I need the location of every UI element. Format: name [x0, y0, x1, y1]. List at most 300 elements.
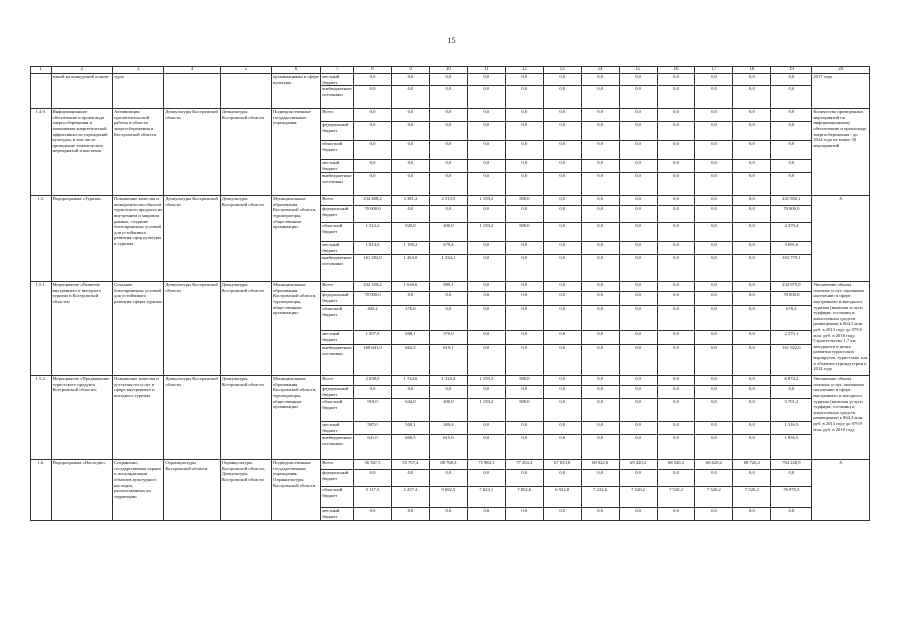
funding-value: 0,0: [619, 122, 657, 141]
funding-value: 0,0: [695, 196, 733, 206]
funding-value: 55 707,4: [391, 460, 429, 470]
funding-value: 0,0: [733, 122, 771, 141]
funding-value: 7 520,2: [695, 487, 733, 508]
funding-value: 0,0: [543, 141, 581, 160]
funding-value: 0,0: [505, 292, 543, 306]
funding-value: 276,0: [391, 306, 429, 331]
funding-value: 0,0: [733, 331, 771, 345]
funding-value: 0,0: [695, 109, 733, 122]
funding-value: 161 922,6: [771, 345, 812, 376]
funding-value: 0,0: [543, 242, 581, 255]
funding-value: 7 520,2: [619, 487, 657, 508]
funding-value: 2 257,4: [391, 487, 429, 508]
funding-value: 0,0: [429, 74, 467, 86]
funding-value: 0,0: [467, 331, 505, 345]
column-number: 17: [695, 67, 733, 74]
funding-value: 0,0: [505, 160, 543, 173]
item-name: Мероприятие «Продвижение туристского продукта Костромской области»: [51, 376, 113, 460]
funding-value: 0,0: [695, 255, 733, 282]
funding-value: 0,0: [467, 122, 505, 141]
funding-value: 0,0: [619, 255, 657, 282]
funding-value: 0,0: [429, 306, 467, 331]
column-number: 2: [51, 67, 113, 74]
item-name: Информационное обеспечение и пропаганда энергосбережения и повышения энергетической эффективности учреждений культуры, в том числе проведение тематических мероприятий и выставок: [51, 109, 113, 196]
expected-result: X: [812, 460, 870, 521]
funding-value: 0,0: [581, 242, 619, 255]
funding-value: 0,0: [733, 435, 771, 460]
funding-value: 0,0: [657, 173, 695, 196]
co-executor: Депкультуры Костромской области: [220, 109, 271, 196]
funding-value: 0,0: [657, 386, 695, 399]
funding-value: 0,0: [354, 74, 392, 86]
funding-value: 7 520,2: [733, 487, 771, 508]
funding-value: 0,0: [619, 74, 657, 86]
funding-value: 0,0: [771, 386, 812, 399]
funding-source: местный бюджет: [321, 242, 354, 255]
funding-source: областной бюджет: [321, 399, 354, 422]
item-number: 1.6.: [31, 460, 52, 521]
funding-source: местный бюджет: [321, 422, 354, 435]
funds-recipient: организациями в сфере культуры: [272, 74, 321, 109]
funding-value: 75 984,1: [467, 460, 505, 470]
column-number: 3: [113, 67, 164, 74]
item-number: [31, 74, 52, 109]
funding-value: 0,0: [505, 74, 543, 86]
funding-value: 1 814,0: [354, 242, 392, 255]
funding-value: 0,0: [771, 122, 812, 141]
funding-value: 1 856,5: [771, 435, 812, 460]
funding-value: 0,0: [354, 173, 392, 196]
funding-value: 0,0: [391, 206, 429, 223]
funding-value: 0,0: [543, 306, 581, 331]
funding-value: 0,0: [354, 86, 392, 109]
funding-value: 0,0: [543, 399, 581, 422]
funding-value: 0,0: [543, 160, 581, 173]
funding-value: 1 159,2: [467, 399, 505, 422]
funding-value: 1 263,0: [391, 255, 429, 282]
column-number: 11: [467, 67, 505, 74]
funding-value: 0,0: [543, 292, 581, 306]
funding-source: местный бюджет: [321, 160, 354, 173]
funding-source: Всего: [321, 282, 354, 292]
funding-value: 0,0: [695, 399, 733, 422]
funding-value: 0,0: [581, 508, 619, 521]
funding-value: 68 620,2: [695, 460, 733, 470]
item-goal: Сохранение, государственная охрана и популяризация объектов культурного наследия, расположенных на территории: [113, 460, 164, 521]
funding-source: местный бюджет: [321, 331, 354, 345]
funding-value: 588,0: [505, 196, 543, 206]
funding-value: 0,0: [657, 74, 695, 86]
funding-source: Всего: [321, 196, 354, 206]
funding-value: 0,0: [429, 141, 467, 160]
column-number: 13: [543, 67, 581, 74]
funding-source: внебюджетные источники: [321, 345, 354, 376]
item-number: 1.5.2.: [31, 376, 52, 460]
funding-value: 0,0: [695, 508, 733, 521]
funding-value: 0,0: [543, 173, 581, 196]
funding-value: 0,0: [657, 206, 695, 223]
column-number: 10: [429, 67, 467, 74]
funding-value: 0,0: [657, 292, 695, 306]
funding-value: 0,0: [467, 508, 505, 521]
funding-value: 989,1: [429, 282, 467, 292]
column-number: 7: [321, 67, 354, 74]
funding-source: областной бюджет: [321, 487, 354, 508]
funding-value: 0,0: [695, 282, 733, 292]
funding-value: 920,0: [391, 223, 429, 242]
item-goal: туры: [113, 74, 164, 109]
funding-value: 3 691,6: [771, 242, 812, 255]
funding-value: 0,0: [619, 508, 657, 521]
funding-value: 0,0: [429, 470, 467, 487]
funding-value: 0,0: [391, 160, 429, 173]
table-row: [31, 376, 870, 386]
funding-value: 0,0: [505, 345, 543, 376]
responsible-executor: Депкультуры Костромской области: [164, 196, 220, 282]
funding-source: внебюджетные источники: [321, 173, 354, 196]
funding-value: 77 264,4: [505, 460, 543, 470]
funding-value: 0,0: [695, 435, 733, 460]
funding-value: 0,0: [391, 173, 429, 196]
funding-value: 0,0: [657, 282, 695, 292]
funding-value: 0,0: [391, 470, 429, 487]
funding-value: 0,0: [733, 255, 771, 282]
column-number: 14: [581, 67, 619, 74]
column-number: 4: [164, 67, 220, 74]
funding-value: 0,0: [467, 470, 505, 487]
funding-value: 0,0: [505, 435, 543, 460]
funding-value: 0,0: [581, 292, 619, 306]
funding-value: 0,0: [619, 109, 657, 122]
funding-value: 0,0: [733, 386, 771, 399]
funding-value: 0,0: [505, 109, 543, 122]
funding-value: 0,0: [581, 122, 619, 141]
funding-value: 0,0: [429, 206, 467, 223]
funding-value: 0,0: [733, 109, 771, 122]
funding-value: 0,0: [505, 508, 543, 521]
funding-value: 0,0: [581, 376, 619, 386]
funding-value: 0,0: [543, 223, 581, 242]
funding-value: 0,0: [543, 86, 581, 109]
funding-value: 402,2: [354, 306, 392, 331]
funding-value: 0,0: [657, 399, 695, 422]
funding-value: 0,0: [581, 255, 619, 282]
funding-value: 234 975,9: [771, 282, 812, 292]
co-executor: Депкультуры Костромской области: [220, 196, 271, 282]
funding-value: 0,0: [505, 306, 543, 331]
column-number: 12: [505, 67, 543, 74]
funding-value: 0,0: [467, 386, 505, 399]
funding-value: 0,0: [695, 141, 733, 160]
funding-value: 0,0: [543, 109, 581, 122]
funding-source: федеральный бюджет: [321, 206, 354, 223]
funding-value: 1 324,4: [429, 376, 467, 386]
funding-source: федеральный бюджет: [321, 470, 354, 487]
funding-value: 7 520,2: [657, 487, 695, 508]
funding-value: 0,0: [391, 292, 429, 306]
funding-value: 0,0: [505, 122, 543, 141]
funding-value: 4 379,4: [771, 223, 812, 242]
co-executor: Депкультуры Костромской области: [220, 376, 271, 460]
funding-value: 0,0: [467, 173, 505, 196]
funding-value: 0,0: [581, 306, 619, 331]
funds-recipient: Подведомственные государственные учреждения, Охранкультуры Костромской области: [272, 460, 321, 521]
funding-value: 232 350,2: [354, 282, 392, 292]
column-number: 6: [272, 67, 321, 74]
item-goal: Повышение качества и доступности услуг в сфере внутреннего и въездного туризма: [113, 376, 164, 460]
funding-value: 0,0: [695, 306, 733, 331]
funding-value: 0,0: [354, 122, 392, 141]
funding-value: 0,0: [467, 292, 505, 306]
funding-value: 0,0: [543, 122, 581, 141]
funding-value: 764 228,9: [771, 460, 812, 470]
funding-value: 0,0: [543, 508, 581, 521]
funding-value: 0,0: [657, 470, 695, 487]
funding-value: 0,0: [657, 86, 695, 109]
funding-value: 0,0: [657, 160, 695, 173]
funding-value: 0,0: [695, 223, 733, 242]
funding-value: 0,0: [695, 386, 733, 399]
funding-value: 0,0: [429, 386, 467, 399]
funding-value: 0,0: [733, 376, 771, 386]
column-number: 20: [812, 67, 870, 74]
funding-source: областной бюджет: [321, 306, 354, 331]
funding-value: 0,0: [657, 331, 695, 345]
funding-value: 0,0: [657, 422, 695, 435]
funding-value: 0,0: [543, 435, 581, 460]
column-number-row: [31, 67, 870, 74]
funding-value: 0,0: [581, 74, 619, 86]
expected-result: 2017 года: [812, 74, 870, 109]
funding-value: 0,0: [467, 282, 505, 292]
table-row: [31, 282, 870, 292]
funding-value: 0,0: [354, 109, 392, 122]
funding-source: федеральный бюджет: [321, 122, 354, 141]
funding-value: 0,0: [429, 508, 467, 521]
funding-value: 0,0: [733, 141, 771, 160]
funding-value: 0,0: [657, 345, 695, 376]
funding-value: 2 375,1: [771, 331, 812, 345]
funding-value: 0,0: [657, 223, 695, 242]
funding-value: 3 701,2: [771, 399, 812, 422]
funding-value: 0,0: [429, 109, 467, 122]
funding-value: 0,0: [543, 422, 581, 435]
column-number: 9: [391, 67, 429, 74]
item-name: Мероприятие «Развитие внутреннего и въездного туризма в Костромской области»: [51, 282, 113, 376]
funding-value: 588,0: [505, 399, 543, 422]
item-goal: Повышение качества и конкурентоспособности туристского продукта на внутреннем и мировом рынках, создание благоприятных условий для устойчивого развития сфер культуры и туризма: [113, 196, 164, 282]
funding-value: 163 779,1: [771, 255, 812, 282]
funding-value: 6 932,8: [543, 487, 581, 508]
funding-value: 1 159,2: [467, 223, 505, 242]
funding-value: 0,0: [619, 160, 657, 173]
funding-value: 0,0: [429, 86, 467, 109]
responsible-executor: Депкультуры Костромской области: [164, 109, 220, 196]
funding-value: 0,0: [505, 206, 543, 223]
funding-value: 2 313,5: [429, 196, 467, 206]
funding-value: 0,0: [505, 422, 543, 435]
expected-result: Увеличение объема платных услуг, оказанных населению в сфере внутреннего и въездного туризма (включая услуги турфирм, гостиниц и аналогичных средств размещения) к 864,3 млн руб. в 2013 году до 979,9 млн. руб. в 2018 году. Строительство 1,7 км автодороги в целях развития туристских маршрутов, туристских зон и объектов туриндустрии в 2014 году: [812, 282, 870, 376]
funding-value: 1 307,0: [354, 331, 392, 345]
funding-value: 7 222,6: [581, 487, 619, 508]
funding-value: 0,0: [391, 141, 429, 160]
funding-value: 9 692,5: [429, 487, 467, 508]
funding-value: 678,2: [771, 306, 812, 331]
funding-value: 0,0: [581, 86, 619, 109]
funding-value: 0,0: [391, 508, 429, 521]
funding-value: 0,0: [733, 160, 771, 173]
funding-value: 0,0: [467, 206, 505, 223]
funding-value: 0,0: [581, 160, 619, 173]
funding-value: 0,0: [543, 386, 581, 399]
funding-value: 0,0: [619, 345, 657, 376]
funding-value: 2 058,0: [354, 376, 392, 386]
funding-value: 0,0: [543, 470, 581, 487]
funding-value: 309,4: [429, 422, 467, 435]
column-number: 18: [733, 67, 771, 74]
funding-value: 6 874,2: [771, 376, 812, 386]
funding-value: 0,0: [657, 435, 695, 460]
funding-value: 0,0: [733, 242, 771, 255]
funding-value: 0,0: [505, 255, 543, 282]
funding-value: 70 000,0: [771, 292, 812, 306]
funding-value: 1 159,2: [467, 196, 505, 206]
funding-value: 0,0: [581, 223, 619, 242]
funding-value: 0,0: [505, 86, 543, 109]
funding-value: 0,0: [619, 173, 657, 196]
expected-result: Увеличение объема платных услуг, оказанных населению в сфере внутреннего и въездного туризма (включая услуги турфирм, гостиниц и аналогичных средств размещения) к 864,3 млн руб. в 2013 году до 979,9 млн. руб. в 2018 году: [812, 376, 870, 460]
funding-value: 0,0: [771, 74, 812, 86]
funding-value: 0,0: [581, 282, 619, 292]
funding-value: 0,0: [581, 109, 619, 122]
funding-source: местный бюджет: [321, 508, 354, 521]
funding-value: 0,0: [543, 345, 581, 376]
funding-value: 0,0: [733, 74, 771, 86]
funding-value: 0,0: [581, 422, 619, 435]
funding-value: 0,0: [505, 173, 543, 196]
column-number: 15: [619, 67, 657, 74]
funding-value: 0,0: [733, 292, 771, 306]
funding-value: 68 022,6: [581, 460, 619, 470]
funding-value: 0,0: [581, 173, 619, 196]
funding-value: 0,0: [619, 86, 657, 109]
funding-value: 0,0: [354, 508, 392, 521]
funds-recipient: Муниципальные образования Костромской области, туроператоры, общественные организации: [272, 196, 321, 282]
funding-value: 0,0: [467, 160, 505, 173]
funding-value: 0,0: [771, 86, 812, 109]
funding-source: областной бюджет: [321, 141, 354, 160]
funding-value: 0,0: [733, 86, 771, 109]
funding-source: Всего: [321, 109, 354, 122]
funding-value: 0,0: [467, 422, 505, 435]
funding-source: местный бюджет: [321, 74, 354, 86]
funding-value: 1 744,6: [391, 376, 429, 386]
funding-value: 0,0: [733, 173, 771, 196]
funding-value: 0,0: [581, 345, 619, 376]
funding-value: 0,0: [505, 141, 543, 160]
funding-value: 0,0: [733, 196, 771, 206]
table-row: [31, 460, 870, 470]
funding-value: 0,0: [771, 173, 812, 196]
funding-value: 0,0: [695, 242, 733, 255]
funding-value: 234 408,2: [354, 196, 392, 206]
funding-value: 0,0: [695, 470, 733, 487]
column-number: 19: [771, 67, 812, 74]
item-number: 1.5.: [31, 196, 52, 282]
funding-value: 0,0: [733, 345, 771, 376]
funding-value: 1 312,2: [354, 223, 392, 242]
funding-value: 0,0: [505, 282, 543, 292]
funding-value: 662,5: [391, 345, 429, 376]
funding-value: 0,0: [543, 196, 581, 206]
funding-value: 0,0: [429, 122, 467, 141]
funding-value: 0,0: [467, 435, 505, 460]
funding-value: 0,0: [657, 141, 695, 160]
funding-value: 3 381,2: [391, 196, 429, 206]
funding-value: 400,0: [429, 399, 467, 422]
funding-value: 0,0: [543, 206, 581, 223]
funding-value: 88 768,3: [429, 460, 467, 470]
table-row: [31, 74, 870, 86]
funding-value: 400,0: [429, 223, 467, 242]
funds-recipient: Подведомственные государственные учреждения: [272, 109, 321, 196]
funding-value: 0,0: [467, 109, 505, 122]
funding-value: 0,0: [695, 206, 733, 223]
funding-value: 615,0: [429, 435, 467, 460]
funding-value: 7 823,1: [467, 487, 505, 508]
funding-value: 0,0: [354, 386, 392, 399]
funding-value: 0,0: [467, 86, 505, 109]
funding-value: 0,0: [657, 122, 695, 141]
funding-value: 0,0: [581, 141, 619, 160]
funding-value: 1 234,1: [429, 255, 467, 282]
item-number: 1.5.1.: [31, 282, 52, 376]
funding-value: 7 852,6: [505, 487, 543, 508]
funding-value: 0,0: [657, 508, 695, 521]
table-row: [31, 109, 870, 122]
funding-value: 160 641,0: [354, 345, 392, 376]
funding-value: 0,0: [391, 86, 429, 109]
funding-value: 0,0: [771, 141, 812, 160]
funding-value: 0,0: [391, 74, 429, 86]
funding-source: внебюджетные источники: [321, 255, 354, 282]
program-table-sheet: [30, 66, 870, 521]
funding-value: 0,0: [619, 331, 657, 345]
funding-value: 70 000,0: [354, 206, 392, 223]
funding-value: 0,0: [733, 470, 771, 487]
funding-value: 0,0: [581, 470, 619, 487]
table-row: [31, 196, 870, 206]
funding-value: 1 636,6: [391, 282, 429, 292]
funding-value: 0,0: [619, 196, 657, 206]
item-name: Подпрограмма «Туризм»: [51, 196, 113, 282]
funding-value: 0,0: [619, 292, 657, 306]
funding-value: 0,0: [619, 470, 657, 487]
funding-value: 0,0: [657, 242, 695, 255]
funding-value: 0,0: [467, 74, 505, 86]
funding-value: 69 420,2: [619, 460, 657, 470]
funding-value: 0,0: [695, 122, 733, 141]
funding-value: 0,0: [771, 109, 812, 122]
funding-value: 5 117,5: [354, 487, 392, 508]
funding-value: 241 850,1: [771, 196, 812, 206]
funding-value: 500,1: [391, 422, 429, 435]
funding-value: 0,0: [695, 345, 733, 376]
item-goal: Активизация просветительской работы в области энергосбережения в Костромской области: [113, 109, 164, 196]
column-number: 5: [220, 67, 271, 74]
funding-value: 0,0: [733, 399, 771, 422]
funding-value: 0,0: [581, 331, 619, 345]
